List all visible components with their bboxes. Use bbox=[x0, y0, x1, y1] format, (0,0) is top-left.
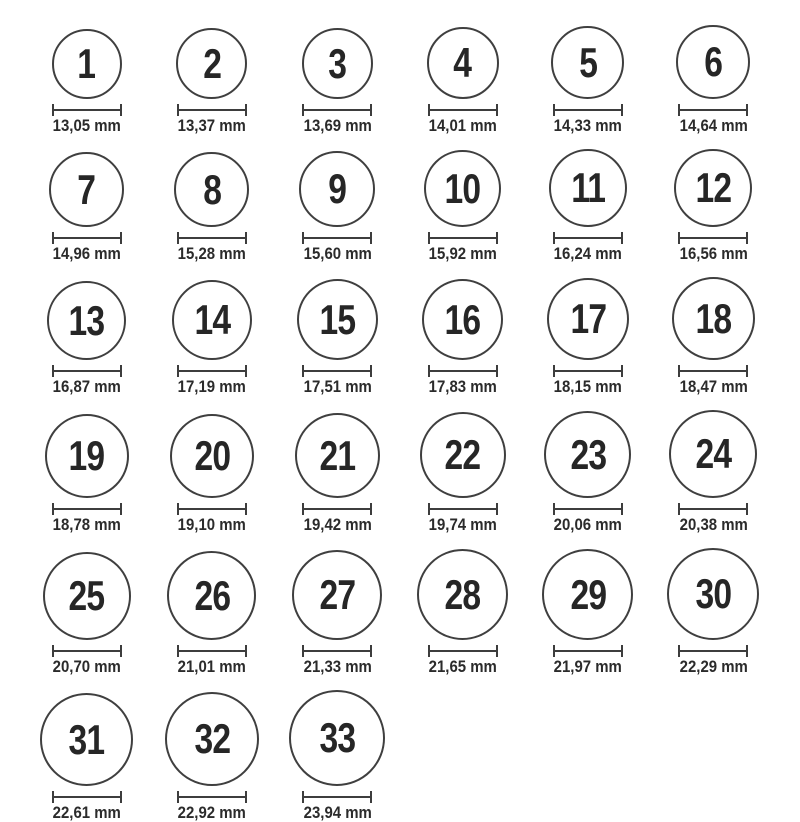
size-number: 11 bbox=[571, 164, 605, 211]
measure-line-bar bbox=[179, 650, 245, 652]
measure-line-bar bbox=[555, 109, 621, 111]
diameter-measure-line bbox=[302, 365, 372, 377]
diameter-measure-line bbox=[553, 503, 623, 515]
ring-circle bbox=[167, 551, 256, 640]
diameter-label: 20,06 mm bbox=[553, 515, 623, 534]
diameter-label: 18,47 mm bbox=[679, 377, 748, 396]
ring-circle bbox=[52, 29, 122, 99]
size-number: 16 bbox=[444, 295, 481, 343]
size-number: 6 bbox=[704, 38, 723, 85]
ring-circle bbox=[417, 549, 508, 640]
measure-line-bar bbox=[54, 237, 120, 239]
diameter-measure-line bbox=[302, 645, 372, 657]
diameter-measure-line bbox=[428, 104, 498, 116]
ring-size-item bbox=[24, 410, 149, 534]
size-number: 4 bbox=[453, 39, 472, 86]
diameter-label: 16,24 mm bbox=[553, 244, 623, 263]
ring-circle bbox=[669, 410, 757, 498]
measure-line-bar bbox=[304, 796, 370, 798]
size-number: 5 bbox=[579, 38, 597, 86]
measure-line-bar bbox=[430, 109, 496, 111]
ring-circle bbox=[422, 279, 503, 360]
ring-size-item bbox=[400, 25, 525, 135]
ring-circle bbox=[165, 692, 259, 786]
ring-circle bbox=[544, 411, 631, 498]
diameter-label: 14,96 mm bbox=[52, 244, 121, 263]
ring-circle bbox=[297, 279, 378, 360]
diameter-label: 20,38 mm bbox=[679, 515, 748, 534]
diameter-label: 13,37 mm bbox=[177, 116, 247, 135]
measure-line-bar bbox=[555, 237, 621, 239]
diameter-label: 21,65 mm bbox=[428, 657, 497, 676]
size-number: 26 bbox=[194, 571, 230, 619]
ring-size-item bbox=[651, 548, 776, 676]
diameter-measure-line bbox=[428, 645, 498, 657]
measure-line-bar bbox=[555, 370, 621, 372]
measure-line-bar bbox=[430, 237, 496, 239]
diameter-measure-line bbox=[302, 104, 372, 116]
ring-size-item bbox=[400, 548, 525, 676]
measure-line-bar bbox=[304, 508, 370, 510]
ring-size-item bbox=[149, 25, 274, 135]
measure-line-bar bbox=[680, 109, 746, 111]
measure-line-bar bbox=[304, 370, 370, 372]
ring-size-item bbox=[24, 277, 149, 396]
ring-size-item bbox=[400, 149, 525, 263]
measure-line-bar bbox=[179, 796, 245, 798]
size-number: 8 bbox=[203, 165, 221, 213]
diameter-measure-line bbox=[678, 232, 748, 244]
ring-circle bbox=[45, 414, 129, 498]
diameter-measure-line bbox=[52, 791, 122, 803]
diameter-measure-line bbox=[553, 104, 623, 116]
diameter-measure-line bbox=[52, 645, 122, 657]
diameter-label: 22,61 mm bbox=[52, 803, 121, 822]
size-number: 10 bbox=[444, 164, 481, 212]
ring-size-item bbox=[149, 149, 274, 263]
diameter-measure-line bbox=[177, 503, 247, 515]
ring-circle bbox=[47, 281, 126, 360]
diameter-label: 18,78 mm bbox=[52, 515, 121, 534]
diameter-label: 20,70 mm bbox=[52, 657, 121, 676]
diameter-label: 14,01 mm bbox=[428, 116, 497, 135]
size-number: 25 bbox=[68, 572, 105, 619]
diameter-measure-line bbox=[52, 232, 122, 244]
measure-line-bar bbox=[430, 370, 496, 372]
measure-line-bar bbox=[54, 370, 120, 372]
diameter-label: 21,01 mm bbox=[177, 657, 247, 676]
ring-circle bbox=[547, 278, 629, 360]
diameter-measure-line bbox=[177, 791, 247, 803]
diameter-measure-line bbox=[177, 232, 247, 244]
size-number: 29 bbox=[570, 570, 606, 618]
diameter-label: 17,51 mm bbox=[303, 377, 372, 396]
diameter-label: 19,42 mm bbox=[303, 515, 372, 534]
diameter-label: 13,05 mm bbox=[52, 116, 121, 135]
size-number: 12 bbox=[695, 164, 732, 211]
diameter-measure-line bbox=[428, 365, 498, 377]
diameter-label: 17,83 mm bbox=[428, 377, 497, 396]
ring-circle bbox=[549, 149, 627, 227]
ring-size-item bbox=[24, 548, 149, 676]
diameter-label: 14,33 mm bbox=[553, 116, 623, 135]
size-number: 1 bbox=[77, 40, 96, 87]
diameter-label: 22,92 mm bbox=[177, 803, 247, 822]
measure-line-bar bbox=[680, 508, 746, 510]
ring-circle bbox=[49, 152, 124, 227]
ring-circle bbox=[674, 149, 752, 227]
ring-size-item bbox=[275, 690, 400, 822]
diameter-measure-line bbox=[553, 365, 623, 377]
diameter-measure-line bbox=[678, 104, 748, 116]
measure-line-bar bbox=[179, 508, 245, 510]
ring-circle bbox=[295, 413, 380, 498]
diameter-label: 16,87 mm bbox=[52, 377, 121, 396]
measure-line-bar bbox=[304, 650, 370, 652]
measure-line-bar bbox=[54, 650, 120, 652]
measure-line-bar bbox=[54, 508, 120, 510]
size-number: 15 bbox=[319, 295, 356, 343]
ring-size-item bbox=[149, 277, 274, 396]
size-number: 17 bbox=[570, 295, 606, 342]
ring-size-item bbox=[525, 410, 650, 534]
diameter-measure-line bbox=[52, 104, 122, 116]
ring-circle bbox=[427, 27, 499, 99]
ring-size-item bbox=[149, 410, 274, 534]
ring-size-item bbox=[275, 149, 400, 263]
size-number: 7 bbox=[77, 165, 96, 213]
ring-size-item bbox=[275, 548, 400, 676]
ring-size-item bbox=[525, 149, 650, 263]
ring-size-item bbox=[651, 277, 776, 396]
measure-line-bar bbox=[179, 370, 245, 372]
size-number: 33 bbox=[319, 714, 356, 761]
size-number: 9 bbox=[328, 165, 347, 212]
measure-line-bar bbox=[304, 109, 370, 111]
ring-circle bbox=[43, 552, 131, 640]
ring-circle bbox=[667, 548, 759, 640]
measure-line-bar bbox=[680, 237, 746, 239]
diameter-label: 21,33 mm bbox=[303, 657, 372, 676]
size-number: 19 bbox=[68, 432, 105, 479]
diameter-label: 22,29 mm bbox=[679, 657, 748, 676]
ring-size-item bbox=[24, 149, 149, 263]
ring-circle bbox=[174, 152, 249, 227]
ring-size-item bbox=[651, 149, 776, 263]
size-number: 27 bbox=[319, 571, 356, 618]
ring-circle bbox=[172, 280, 252, 360]
size-number: 18 bbox=[695, 294, 732, 342]
measure-line-bar bbox=[555, 508, 621, 510]
size-number: 24 bbox=[695, 430, 732, 477]
diameter-measure-line bbox=[428, 503, 498, 515]
ring-circle bbox=[176, 28, 247, 99]
size-number: 31 bbox=[68, 715, 105, 763]
size-number: 2 bbox=[203, 39, 221, 87]
measure-line-bar bbox=[430, 508, 496, 510]
measure-line-bar bbox=[680, 370, 746, 372]
measure-line-bar bbox=[54, 796, 120, 798]
diameter-measure-line bbox=[177, 365, 247, 377]
diameter-measure-line bbox=[553, 232, 623, 244]
size-number: 3 bbox=[328, 39, 347, 87]
measure-line-bar bbox=[179, 109, 245, 111]
ring-circle bbox=[299, 151, 375, 227]
measure-line-bar bbox=[179, 237, 245, 239]
diameter-measure-line bbox=[678, 645, 748, 657]
diameter-label: 21,97 mm bbox=[553, 657, 623, 676]
ring-size-item bbox=[651, 410, 776, 534]
diameter-measure-line bbox=[428, 232, 498, 244]
diameter-measure-line bbox=[302, 232, 372, 244]
ring-circle bbox=[542, 549, 633, 640]
size-number: 21 bbox=[319, 431, 356, 479]
diameter-measure-line bbox=[52, 365, 122, 377]
ring-circle bbox=[551, 26, 624, 99]
diameter-label: 19,10 mm bbox=[177, 515, 247, 534]
ring-circle bbox=[676, 25, 750, 99]
measure-line-bar bbox=[304, 237, 370, 239]
measure-line-bar bbox=[54, 109, 120, 111]
size-number: 23 bbox=[570, 430, 606, 478]
ring-circle bbox=[420, 412, 506, 498]
ring-circle bbox=[40, 693, 133, 786]
ring-size-item bbox=[400, 277, 525, 396]
diameter-label: 17,19 mm bbox=[177, 377, 247, 396]
ring-size-item bbox=[149, 690, 274, 822]
ring-size-item bbox=[24, 25, 149, 135]
diameter-measure-line bbox=[52, 503, 122, 515]
ring-size-item bbox=[525, 548, 650, 676]
size-number: 30 bbox=[695, 570, 732, 617]
ring-circle bbox=[424, 150, 501, 227]
ring-size-item bbox=[525, 277, 650, 396]
diameter-label: 15,60 mm bbox=[303, 244, 372, 263]
diameter-label: 18,15 mm bbox=[553, 377, 623, 396]
diameter-measure-line bbox=[177, 645, 247, 657]
ring-circle bbox=[170, 414, 254, 498]
diameter-measure-line bbox=[302, 503, 372, 515]
ring-size-item bbox=[651, 25, 776, 135]
size-number: 22 bbox=[444, 431, 481, 478]
diameter-measure-line bbox=[553, 645, 623, 657]
ring-size-item bbox=[149, 548, 274, 676]
diameter-label: 23,94 mm bbox=[303, 803, 372, 822]
measure-line-bar bbox=[680, 650, 746, 652]
diameter-measure-line bbox=[177, 104, 247, 116]
ring-size-item bbox=[275, 410, 400, 534]
ring-circle bbox=[302, 28, 373, 99]
ring-size-item bbox=[525, 25, 650, 135]
diameter-label: 14,64 mm bbox=[679, 116, 748, 135]
diameter-label: 15,28 mm bbox=[177, 244, 247, 263]
diameter-measure-line bbox=[678, 365, 748, 377]
diameter-label: 15,92 mm bbox=[428, 244, 497, 263]
ring-circle bbox=[289, 690, 385, 786]
size-number: 20 bbox=[194, 432, 230, 479]
ring-size-item bbox=[275, 25, 400, 135]
size-number: 28 bbox=[444, 570, 481, 618]
ring-size-item bbox=[24, 690, 149, 822]
size-number: 32 bbox=[194, 715, 230, 762]
ring-circle bbox=[672, 277, 755, 360]
size-number: 14 bbox=[194, 296, 230, 343]
size-number: 13 bbox=[68, 296, 105, 344]
ring-size-item bbox=[400, 410, 525, 534]
diameter-label: 13,69 mm bbox=[303, 116, 372, 135]
measure-line-bar bbox=[555, 650, 621, 652]
diameter-measure-line bbox=[678, 503, 748, 515]
diameter-label: 16,56 mm bbox=[679, 244, 748, 263]
diameter-measure-line bbox=[302, 791, 372, 803]
ring-circle bbox=[292, 550, 382, 640]
measure-line-bar bbox=[430, 650, 496, 652]
ring-size-item bbox=[275, 277, 400, 396]
diameter-label: 19,74 mm bbox=[428, 515, 497, 534]
size-grid bbox=[24, 25, 776, 822]
